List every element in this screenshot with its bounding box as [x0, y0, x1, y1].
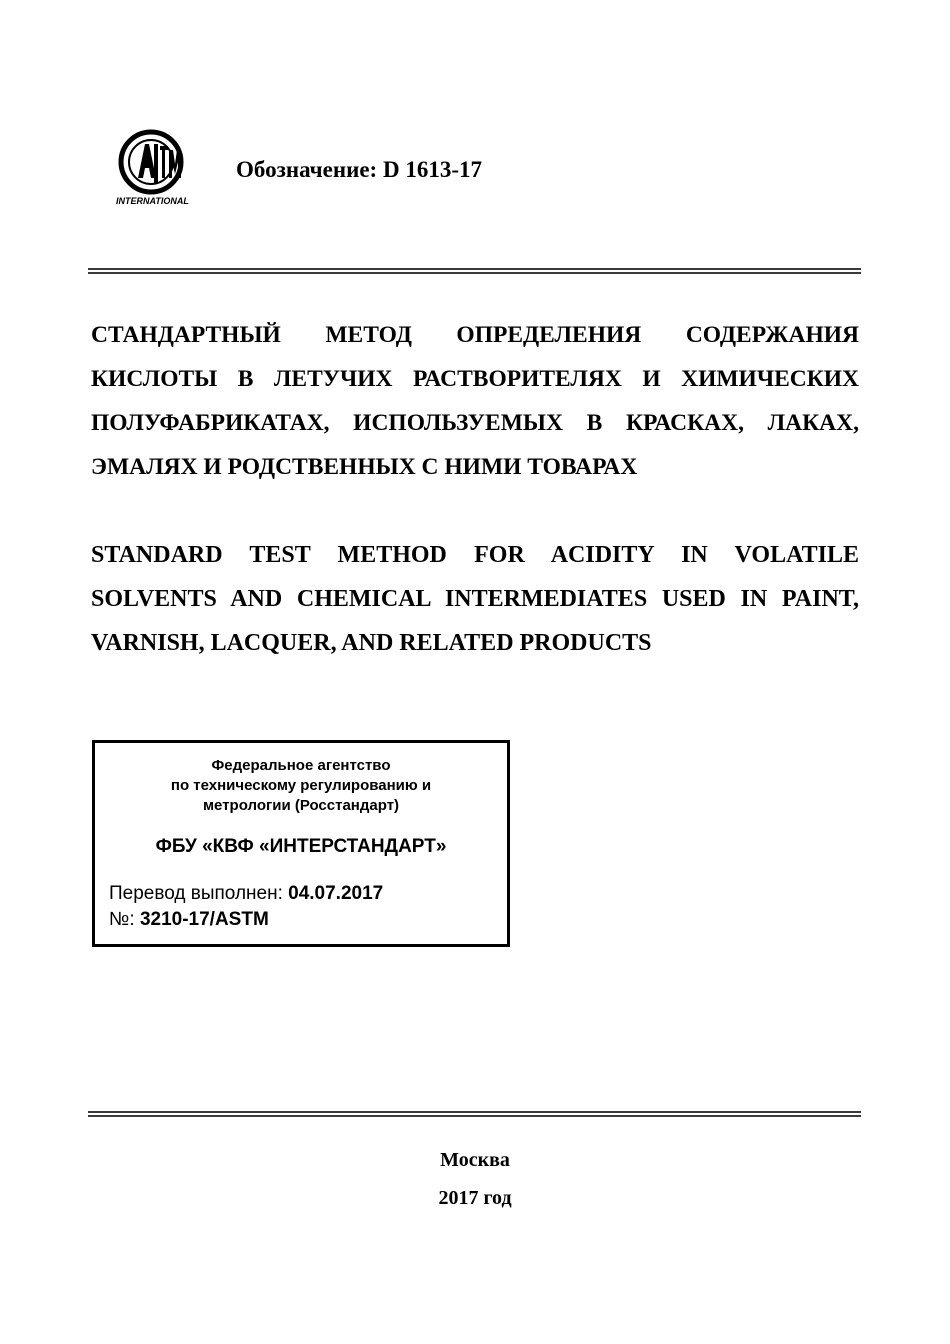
astm-logo — [112, 128, 198, 210]
designation: Обозначение: D 1613-17 — [236, 157, 482, 182]
stamp-agency-line3: метрологии (Росстандарт) — [202, 797, 400, 814]
logo-subtext: INTERNATIONAL — [116, 196, 189, 206]
title-english: STANDARD TEST METHOD FOR ACIDITY IN VOLATILE SOLVENTS AND CHEMICAL INTERMEDIATES USED IN PAINT, VARNISH, LACQUER, AND RELATED PRODUCTS — [91, 542, 859, 656]
top-double-rule — [88, 268, 861, 274]
stamp-number-line — [109, 909, 269, 931]
bottom-double-rule — [88, 1111, 861, 1117]
translation-stamp — [92, 740, 510, 947]
stamp-number-value: 3210-17/ASTM — [139, 909, 269, 930]
title-russian: СТАНДАРТНЫЙ МЕТОД ОПРЕДЕЛЕНИЯ СОДЕРЖАНИЯ КИСЛОТЫ В ЛЕТУЧИХ РАСТВОРИТЕЛЯХ И ХИМИЧЕСКИХ ПОЛУФАБРИКАТАХ, ИСПОЛЬЗУЕМЫХ В КРАСКАХ, ЛАКАХ, ЭМАЛЯХ И РОДСТВЕННЫХ С НИМИ ТОВАРАХ — [91, 322, 859, 480]
stamp-translated-date: 04.07.2017 — [288, 883, 384, 904]
stamp-organization: ФБУ «КВФ «ИНТЕРСТАНДАРТ» — [155, 836, 447, 857]
stamp-agency — [95, 756, 507, 816]
footer-city: Москва — [440, 1149, 510, 1171]
stamp-agency-line2: по техническому регулированию и — [170, 777, 432, 794]
stamp-number-label: №: — [109, 909, 140, 930]
stamp-translated-label: Перевод выполнен: — [109, 883, 289, 904]
stamp-translated-line — [109, 883, 383, 905]
footer-year: 2017 год — [438, 1187, 512, 1209]
stamp-agency-line1: Федеральное агентство — [211, 757, 391, 774]
